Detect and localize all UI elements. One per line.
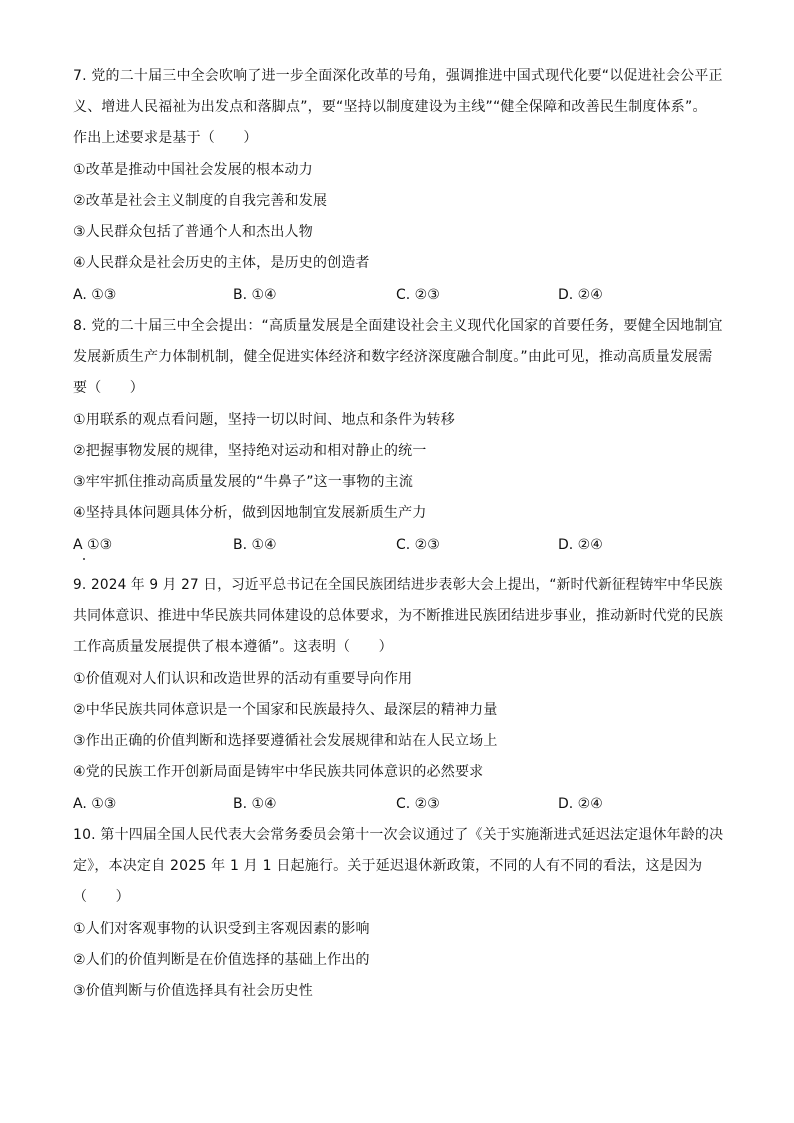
q8-item-3: ③牢牢抓住推动高质量发展的“牛鼻子”这一事物的主流 xyxy=(73,474,414,490)
q7-item-4: ④人民群众是社会历史的主体，是历史的创造者 xyxy=(73,255,370,271)
q9-option-a: A. ①③ xyxy=(73,796,117,812)
q8-stem-line-2: 发展新质生产力体制机制，健全促进实体经济和数字经济深度融合制度。”由此可见，推动高质量发展需 xyxy=(73,349,713,365)
q8-item-2: ②把握事物发展的规律，坚持绝对运动和相对静止的统一 xyxy=(73,443,427,459)
q10-item-2: ②人们的价值判断是在价值选择的基础上作出的 xyxy=(73,952,370,968)
q9-stem-line-2: 共同体意识、推进中华民族共同体建设的总体要求，为不断推进民族团结进步事业，推动新时代党的民族 xyxy=(73,608,724,624)
q8-stem-line-1: 8. 党的二十届三中全会提出：“高质量发展是全面建设社会主义现代化国家的首要任务，要健全因地制宜 xyxy=(73,318,723,334)
q9-stem-line-3: 工作高质量发展提供了根本遵循”。这表明（ ） xyxy=(73,639,393,655)
q7-option-b: B. ①④ xyxy=(233,287,277,303)
q7-item-2: ②改革是社会主义制度的自我完善和发展 xyxy=(73,193,328,209)
stray-dot-mark xyxy=(83,558,85,560)
q7-stem-line-2: 义、增进人民福祉为出发点和落脚点”，要“坚持以制度建设为主线”“健全保障和改善民生制度体系”。 xyxy=(73,99,707,115)
q9-item-1: ①价值观对人们认识和改造世界的活动有重要导向作用 xyxy=(73,671,413,687)
q7-option-d: D. ②④ xyxy=(558,287,603,303)
q8-option-b: B. ①④ xyxy=(233,537,277,553)
q7-option-c: C. ②③ xyxy=(396,287,440,303)
q8-item-4: ④坚持具体问题具体分析，做到因地制宜发展新质生产力 xyxy=(73,505,427,521)
q8-option-a: A ①③ xyxy=(73,537,113,553)
q9-item-4: ④党的民族工作开创新局面是铸牢中华民族共同体意识的必然要求 xyxy=(73,764,484,780)
q9-option-c: C. ②③ xyxy=(396,796,440,812)
q8-item-1: ①用联系的观点看问题，坚持一切以时间、地点和条件为转移 xyxy=(73,412,455,428)
q8-option-c: C. ②③ xyxy=(396,537,440,553)
q9-item-3: ③作出正确的价值判断和选择要遵循社会发展规律和站在人民立场上 xyxy=(73,733,498,749)
q10-stem-line-2: 定》，本决定自 2025 年 1 月 1 日起施行。关于延迟退休新政策，不同的人有不同的看法，这是因为 xyxy=(73,858,703,874)
q9-option-d: D. ②④ xyxy=(558,796,603,812)
q7-item-3: ③人民群众包括了普通个人和杰出人物 xyxy=(73,224,313,240)
q9-item-2: ②中华民族共同体意识是一个国家和民族最持久、最深层的精神力量 xyxy=(73,702,498,718)
q7-item-1: ①改革是推动中国社会发展的根本动力 xyxy=(73,162,313,178)
q7-option-a: A. ①③ xyxy=(73,287,117,303)
q8-stem-line-3: 要（ ） xyxy=(73,380,144,396)
q7-stem-line-1: 7. 党的二十届三中全会吹响了进一步全面深化改革的号角，强调推进中国式现代化要“以促进社会公平正 xyxy=(73,68,723,84)
q7-stem-line-3: 作出上述要求是基于（ ） xyxy=(73,130,258,146)
q9-stem-line-1: 9. 2024 年 9 月 27 日，习近平总书记在全国民族团结进步表彰大会上提出，“新时代新征程铸牢中华民族 xyxy=(73,577,723,593)
q10-item-1: ①人们对客观事物的认识受到主客观因素的影响 xyxy=(73,921,370,937)
q10-stem-line-3: （ ） xyxy=(73,889,130,905)
q9-option-b: B. ①④ xyxy=(233,796,277,812)
q10-item-3: ③价值判断与价值选择具有社会历史性 xyxy=(73,983,313,999)
q8-option-d: D. ②④ xyxy=(558,537,603,553)
q10-stem-line-1: 10. 第十四届全国人民代表大会常务委员会第十一次会议通过了《关于实施渐进式延迟法定退休年龄的决 xyxy=(73,827,724,843)
